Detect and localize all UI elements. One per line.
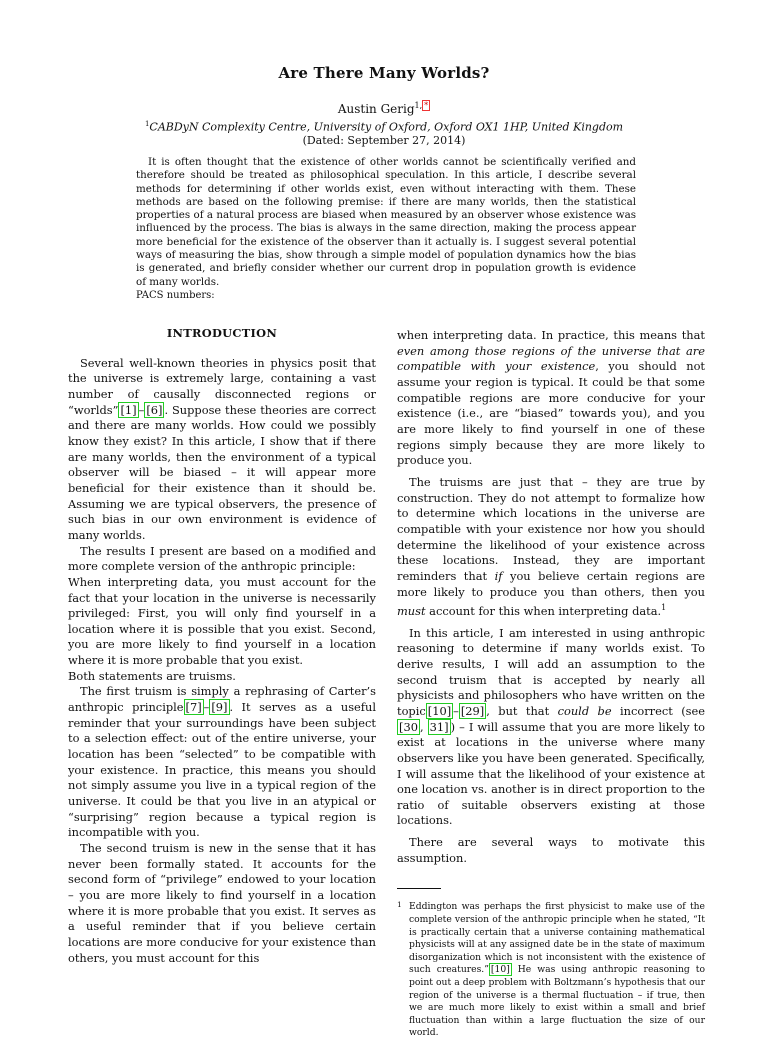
author-affil-sup: 1, bbox=[414, 101, 423, 110]
paragraph: There are several ways to motivate this assumption. bbox=[397, 835, 705, 865]
text-span: incorrect (see bbox=[611, 703, 705, 718]
affiliation bbox=[0, 120, 768, 134]
paper-title: Are There Many Worlds? bbox=[278, 64, 490, 82]
emphasis: must bbox=[397, 603, 426, 618]
citation-link[interactable]: [7] bbox=[185, 700, 202, 715]
citation-link[interactable]: 31] bbox=[429, 719, 449, 734]
text-span: , bbox=[419, 719, 428, 734]
text-span: He was using anthropic reasoning to point out a deep problem with Boltzmann’s hypothesis that our region of the universe is a thermal fluctuation – if true, then we are much more likely to exist within a small and brief fluctuation than within a large fluctuation the size of our world. bbox=[409, 964, 705, 1039]
citation-link[interactable]: [6] bbox=[146, 402, 163, 417]
footnote-divider bbox=[397, 888, 441, 889]
citation-link[interactable]: [10] bbox=[427, 703, 452, 718]
text-span: , you should not assume your region is typical. It could be that some compatible regions are more conducive for your existence (i.e., are “biased” towards you), and you are more likely to find yourself in one of these regions simply because they are more likely to produce you. bbox=[397, 359, 705, 468]
text-span: The first truism is simply a rephrasing of Carter’s anthropic principle bbox=[68, 684, 376, 715]
paragraph bbox=[68, 356, 376, 544]
citation-link[interactable]: [29] bbox=[460, 703, 485, 718]
dated-line: (Dated: September 27, 2014) bbox=[302, 134, 466, 147]
text-span: In this article, I am interested in using anthropic reasoning to determine if many worlds exist. To derive results, I will add an assumption to the second truism that is accepted by nearly all physicists and philosophers who have written on the topic bbox=[397, 625, 705, 718]
citation-link[interactable]: [30 bbox=[399, 719, 418, 734]
text-span: . Suppose these theories are correct and there are many worlds. How could we possibly know they exist? In this article, I show that if there are many worlds, then the environment of a typical observer will be biased – it will appear more beneficial for their existence than it should be. Assuming we are typical observers, the presence of such bias in our own environment is evidence of many worlds. bbox=[68, 402, 376, 542]
right-column bbox=[397, 328, 705, 1040]
paragraph bbox=[68, 684, 376, 841]
citation-link[interactable]: [10] bbox=[490, 964, 510, 976]
text-span: – bbox=[453, 703, 459, 718]
affiliation-text: CABDyN Complexity Centre, University of Oxford, Oxford OX1 1HP, United Kingdom bbox=[149, 120, 624, 134]
section-heading-introduction: INTRODUCTION bbox=[166, 326, 278, 340]
text-span: – bbox=[138, 402, 145, 417]
emphasis: if bbox=[494, 568, 503, 583]
paragraph: Both statements are truisms. bbox=[68, 668, 236, 683]
text-span: you believe certain regions are more likely to produce you than others, then you bbox=[397, 568, 705, 599]
footnote-mark[interactable]: 1 bbox=[661, 603, 667, 613]
paragraph: The results I present are based on a modified and more complete version of the anthropic principle: bbox=[68, 543, 376, 574]
emphasis: could be bbox=[557, 703, 612, 718]
text-span: ) – I will assume that you are more likely to exist at locations in the universe where many observers like you have been generated. Specifically, I will assume that the likelihood of your existence at one location vs. another is in direct proportion to the ratio of suitable observers existing at those locations. bbox=[397, 719, 706, 828]
paragraph bbox=[397, 475, 705, 620]
left-column bbox=[68, 326, 376, 966]
emphasis: even among those regions of the universe that are compatible with your existence bbox=[397, 343, 705, 374]
paragraph bbox=[397, 626, 705, 830]
text-span: , but that bbox=[486, 703, 558, 718]
pacs-numbers: PACS numbers: bbox=[136, 290, 215, 301]
paragraph bbox=[397, 328, 705, 469]
author-footnote-link[interactable]: * bbox=[424, 101, 429, 110]
affiliation-sup: 1 bbox=[144, 120, 150, 128]
text-span: when interpreting data. In practice, this means that bbox=[397, 328, 705, 342]
text-span: Eddington was perhaps the first physicist to make use of the complete version of the anthropic principle when he stated, “It is practically certain that a universe containing mathematical physicists will at any assigned date be in the state of maximum disorganization which is not inconsistent with the existence of such creatures.” bbox=[409, 901, 705, 976]
text-span: . It serves as a useful reminder that your surroundings have been subject to a selection effect: out of the entire universe, your location has been “selected” to be compatible with your existence. In practice, this means you should not simply assume you live in a typical region of the universe. It could be that you live in an atypical or “surprising” region because a typical region is incompatible with you. bbox=[68, 700, 376, 840]
text-span: – bbox=[203, 700, 210, 715]
author-line bbox=[0, 101, 768, 116]
citation-link[interactable]: [9] bbox=[211, 700, 228, 715]
author-name: Austin Gerig bbox=[337, 102, 415, 116]
footnote bbox=[397, 901, 705, 1040]
text-span: Several well-known theories in physics posit that the universe is extremely large, containing a vast number of causally disconnected regions or “worlds” bbox=[68, 355, 376, 417]
block-quote: When interpreting data, you must account for the fact that your location in the universe is necessarily privileged: First, you will only find yourself in a location where it is possible that you exist. Second, you are more likely to find yourself in a location where it is more probable that you exist. bbox=[68, 574, 376, 668]
abstract: It is often thought that the existence of other worlds cannot be scientifically verified and therefore should be treated as philosophical speculation. In this article, I describe several methods for determining if other worlds exist, even without interacting with them. These methods are based on the following premise: if there are many worlds, then the statistical properties of a natural process are biased when measured by an observer whose existence was influenced by the process. The bias is always in the same direction, making the process appear more beneficial for the existence of the observer than it actually is. I suggest several potential ways of measuring the bias, show through a simple model of population dynamics how the bias is generated, and briefly consider whether our current drop in population growth is evidence of many worlds. bbox=[136, 156, 636, 288]
footnote-number: 1 bbox=[397, 900, 402, 910]
citation-link[interactable]: [1] bbox=[120, 402, 137, 417]
text-span: account for this when interpreting data. bbox=[425, 603, 662, 618]
paragraph: The second truism is new in the sense that it has never been formally stated. It accounts for the second form of “privilege” endowed to your location – you are more likely to find yourself in a location where it is more probable that you exist. It serves as a useful reminder that if you believe certain locations are more conducive for your existence than others, you must account for this bbox=[68, 841, 376, 965]
text-span: The truisms are just that – they are true by construction. They do not attempt to formalize how to determine which locations in the universe are compatible with your existence nor how you should determine the likelihood of your existence across these locations. Instead, they are important reminders that bbox=[397, 474, 705, 583]
